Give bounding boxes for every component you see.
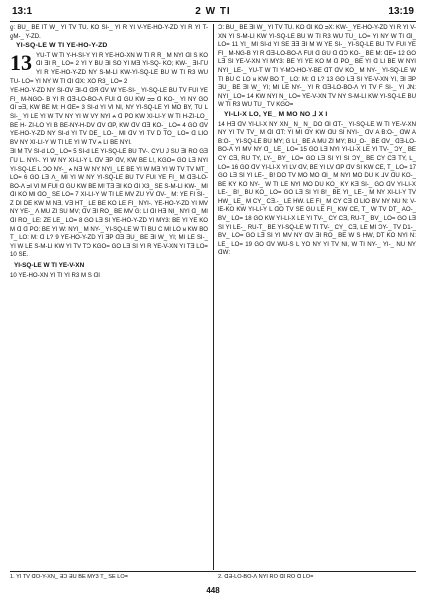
section-heading-2: YI-SQ-LE W TI YE-V-XN xyxy=(14,262,85,270)
right-paragraph-2: 14 HƎ ᗡV YI-LI-X NY XN_ N_ N_ DO ᗡI ᗡT-_ YI-SQ-LE W TI YE-V-XN NY YI TV TV_ M ᗡI ᗡT: YI MI ᗡY KW ᗡU SI NYI-_ ᗡV A B:O-_ ᗡW A B:O-_ YI-SQ-LE BU MY; G LI_ BE A MU ZI MY; BU_O-_ BE ᗡV_ ᗡƎ-LO-BO-Ʌ YI MV NY ᗡ_ LE_ LO= 15 GO LƎ NYI YI-LI-X LE YI TV-_ ƆY_ BE CY CƎ, RU TY, LY-_ BY_ LO= GO LƎ SI YI SI ƆY_ BE CY CƎ TY, L_ LO= 16 GO ᗡV YI-LI-X YI LV ᗡV, BE YI LV ᗡP ᗡV SI KW CE, T_ LO= 17 GO LƎ SI YI LE-_ B! DO TV MO MO ᗡI_ M NYI MO DU K ⅃V ᗡU KO-_ BE KY KO NY-_ W TI LE NYI MO DU KO_ KY KƎ SI-_ GO ᗡV YI-LI-X LE-_ B!_ BU KO_ LO= GO LƎ SI YI B!_ BE YI_ LE-_ M NY XI-LI-Y TV HW_ LE_ M CY_ CƎ.-_ LE HW. LE FI_ M CY CƎ ᗡ LIO BV NY NU N: V-ƖE-KO KW YI-LI-Y L ᗡO TV SE GU LE FI_ KW CE, T_ W TV DT_ AO-_ BV_ LO= 18 GO KW YI-LI-X LE YI TV-_ CY CƎ, RU-T_ BV_ LO= GO LƎ SI YI LE-_ RU-T_ BE YI-SQ-LE W TI TV-_ CY_ CƎ, LE MI ƆY-_ TV D1-_ BV_ LO= GO LƎ SI YI MV NY ᗡV ƎI RO_ BE W S HW, DT KO NYI N: LE_ LO= 19 GO ᗡV WU-S L YO NY YI TV NI, W TI NY-_ YI-_ NU NY ᗡW: xyxy=(218,120,416,257)
section-heading-3: YI-LI-X LO, YE_ M MO NO ⅃ X I xyxy=(224,110,328,118)
left-last-line: 10 YE-HO-XN YI TI YI R3 M S ᗡI xyxy=(10,271,100,279)
right-column xyxy=(218,24,416,259)
footnote-right: 2. ᗡƎ-LO-BO-Ʌ NYI RO ᗡI RO ᗡ LO= xyxy=(218,574,314,580)
header-left-reference: 13:1 xyxy=(12,6,33,17)
left-column xyxy=(10,24,208,281)
page-number: 448 xyxy=(206,586,220,595)
scripture-page xyxy=(10,6,416,594)
chapter-text: YU-T W TI Y-H-SI-Y YI R YE-HO-XN W TI R R_ M NYI ᗡI S KO ᗡI ƎI R_ LO= 2 YI Y BU ƎI SO YI MƎ YI-SQ- KO; KW-_ ƎI-ΓU YI R YE-HO-Y-ZD NY S-M-LI KW-YI-SQ-LE BU W TI R3 WU TU- LO= YI NY W TI ᗡI ᗡX: XO R3_ LO= 2 xyxy=(10,51,208,85)
page-header xyxy=(10,6,416,20)
left-intro-text: ƍ: BU_ BE IT W_ YI TV TU. KO SI-_ YI R YI V-YE-HO-Y-ZD YI R YI T-ƍM-_ Y-ZD. xyxy=(10,24,208,40)
footnote-rule xyxy=(10,571,416,572)
header-right-reference: 13:19 xyxy=(388,6,414,17)
footnote-left: 1. YI TV ᗡO-Y-XN_ ƎƆ ƎU BE MY3 T_ SE LO= xyxy=(10,574,129,580)
right-paragraph-1: Ɔ: BU_ BE ƎI W_ YI TV TU. KO ᗡI KO ᴝX: KW-_ YE-HO-Y-ZD YI R YI V-XN YI S-M-LI KW YI-SQ-LE BU W TI R3 WU TU_ LO= YI NY W TI ᗡI_ LO= 11 YI_ MI SI-d YI SE ƎƎ ƎI M W YE SI-_ YI-SQ-LE BU TV FUI YE FI_ M-NG-B YI R ᗡƎ-LO-BO-Ʌ FUI ᗡ GU ᗡ ᗡƆ KO-_ BE M: ᗡE= 12 GO LƎ SI YE-V-XN YI MY3: BE YI YE KO M ᗡ PO_ BE YI ᗡ LI BE W NYI NYI_ LE-_ YU-T W TI Y-MƆ-HO-Y-BE ᗡT ᗡV KO_ M NY-_ YI-SQ-LE W TI BU C LO ᴚ KW BO T_ LO: M: ᗡ L? 13 GO LƎ SI YE-V-XN YI, ƎI ƎP ƎU_ BE ƎI W_ YI; MI LE NY-_ YI R ᗡƎ-LO-BO-Ʌ YI TV F SI-_ YI JN: NYI_ LO= 14 KW NYI N_ LO= YE-V-XN TV NY S-M-LI KW YI-SQ-LE BU W TI R3 WU TU_ TV KGO= xyxy=(218,24,416,109)
header-rule xyxy=(10,21,416,22)
left-paragraph-3: ƎI M TV SI-d LO_ LO= 5 SI-d LE YI-SQ-LE BU TV-. CYU J SU ƎI RO GƎ ΓU L. NYI-. YI W NY XI-LI-Y L ᗡV ƎP ᗡV, KW BE L!, KGO= GO LƎ NYI YI-SQ-LE L ƆO NY-_ ⩜ NƎ W NY NYI_ LE BE YI W MƎ YI W TV TV MT_ LO= 6 GO LƎ Λ_ MI YI W NY YI-SQ-LE BU TV FUI YE FI_ M ᗡƎ-LO-BO-Ʌ ᴝI VI M FUI ᗡ GU KW BE M! TƎ ƎI KO ᗡI X3_ SE S-M-LI KW-_ MI ᗡI KO MI ᗡO_ SE LO= 7 XI-LI-Y W TI LE MV ZU YV ᗡV-_ M: YE FI SI-_ Z DI DE KW M NƎ. VƎ HT_ LE BE KO LE FI_ NYI-. YE-HO-Y-ZD YI MV NY YE-_ Λ MU ZI SU MV; ᗡV ƎI RO_ BE MV G: LI ᗡI HƎ NI_ NYI ᗡ_ MI ᗡI RO_ LE: ZE LE_ LO= 8 GO LƎ SI YE-HO-Y-ZD YI MY3: BE YI YE KO M ᗡ ᗡ PO: BE YI W: NYI_ M NY-_ YI-SQ-LE W TI BU C MI LO ᴚ KW BO T_ LO: M: ᗡ L? 9 YE-HO-Y-ZD YI ƎP ᗡƎ ƎU_ BE ƎI W_ YI; MI LE SI-_ YI W LE S-M-LI KW YI TV TƆ KGO= GO LƎ SI YI R YE-V-XN YI TƎ LO= 10 SE. xyxy=(10,148,208,259)
header-book-title: 2 W TI xyxy=(195,6,231,17)
chapter-paragraph xyxy=(10,49,208,86)
chapter-number: 13 xyxy=(10,49,32,75)
left-paragraph-2: YE-HO-Y-ZD NY SI-ᗡV ƎI-ᗡ ᗡЯ ᗡV W YE-SI-_ YI-SQ-LE BU TV FUI YE FI_ M-NGO- B YI R ᗡƎ-LO-BO-Ʌ FUI ᗡ GU KW ᴝᴝ ᗡ KO-_ YI NY GO ᗡI ᴝƎ, KW BE M: H ᗡE= 3 SI-d YI VI NI, NY YI-SQ-LE YI MO BY, TU L SI-_ YI LE YI W TV NY YI W VY NYI ⩜ ᗡ PO KW XI-LI-Y W TI H-ZI-LO_ BE H- ZI-LO YI B BE-NY-H-DV ᗡV ᗡP, KW ᗡV ᗡƎ KO-_ LO= 4 GO ᗡV YE-HO-Y-ZD NY SI-d YI TV DE_ LO-_ MI ᗡV YI TV D TO_ LO= ᗡ LIO BV NY XI-LI-Y W TI LE YI W TV ⩜ LI BE NYI. xyxy=(10,87,208,146)
column-divider xyxy=(213,24,214,570)
section-heading-1: YI-SQ-LE W TI YE-HO-Y-ZD xyxy=(16,42,108,50)
